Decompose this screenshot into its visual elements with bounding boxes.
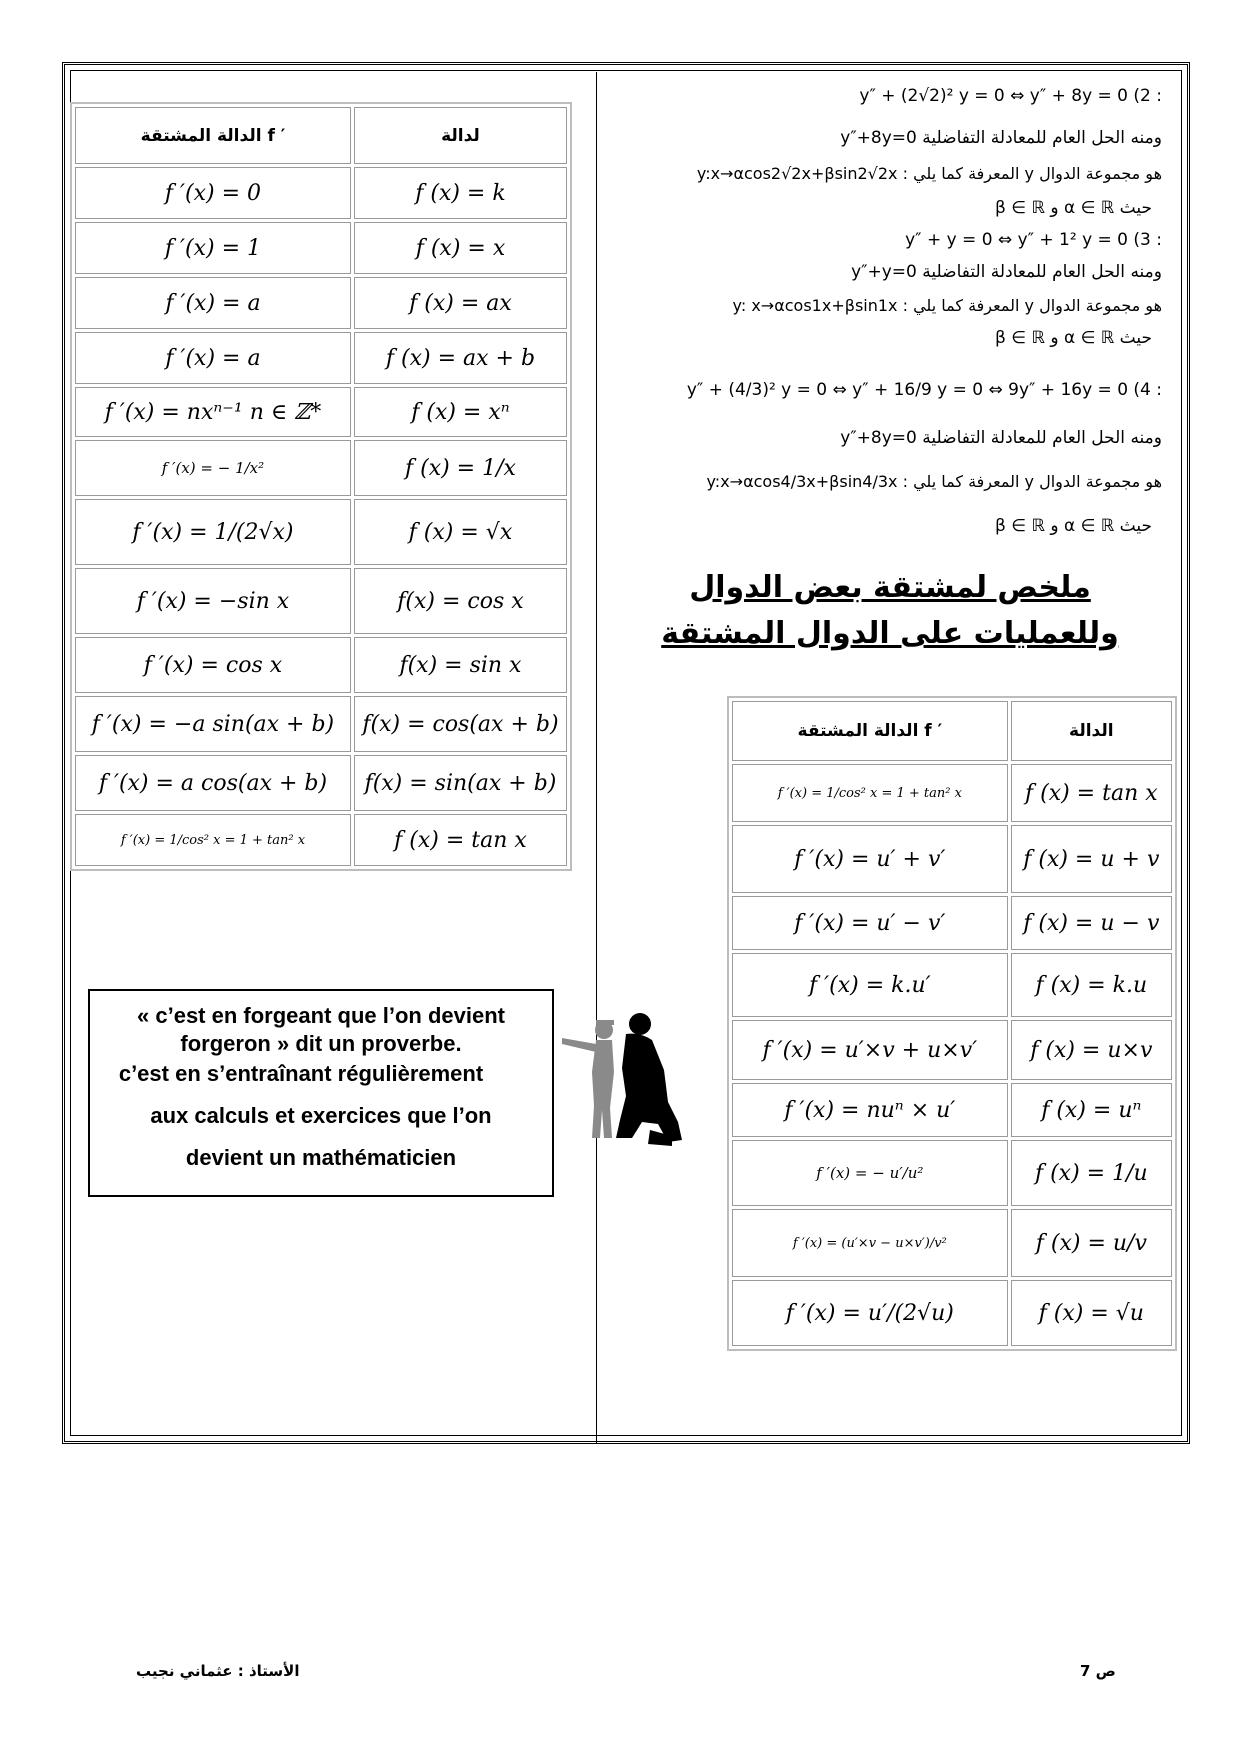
teacher-child-illustration bbox=[560, 1010, 690, 1150]
table-cell: f (x) = uⁿ bbox=[1011, 1083, 1172, 1137]
item2-equation: : y″ + (2√2)² y = 0 ⇔ y″ + 8y = 0 (2 bbox=[859, 86, 1162, 106]
item4-set: هو مجموعة الدوال y المعرفة كما يلي : y:x→αcos4/3x+βsin4/3x bbox=[706, 472, 1162, 491]
table-cell: f (x) = √x bbox=[354, 499, 567, 565]
table-cell: f (x) = u + v bbox=[1011, 825, 1172, 893]
item4-solution: ومنه الحل العام للمعادلة التفاضلية y″+8y=0 bbox=[840, 428, 1162, 448]
table-cell: f(x) = sin(ax + b) bbox=[354, 755, 567, 811]
table-cell: f ′(x) = u′/(2√u) bbox=[732, 1280, 1008, 1346]
item3-solution: ومنه الحل العام للمعادلة التفاضلية y″+y=0 bbox=[851, 262, 1162, 282]
right-header-function: الدالة bbox=[1011, 701, 1172, 761]
table-cell: f (x) = tan x bbox=[1011, 764, 1172, 822]
table-cell: f ′(x) = 1/(2√x) bbox=[75, 499, 351, 565]
table-cell: f (x) = ax + b bbox=[354, 332, 567, 384]
item3-where: حيث α ∈ ℝ و β ∈ ℝ bbox=[994, 328, 1152, 348]
table-cell: f ′(x) = − 1/x² bbox=[75, 440, 351, 496]
table-cell: f ′(x) = nxⁿ⁻¹ n ∈ ℤ* bbox=[75, 387, 351, 437]
summary-title-line2: وللعمليات على الدوال المشتقة bbox=[661, 616, 1119, 651]
table-cell: f (x) = ax bbox=[354, 277, 567, 329]
page-number: ص 7 bbox=[1080, 1662, 1116, 1680]
table-cell: f ′(x) = nuⁿ × u′ bbox=[732, 1083, 1008, 1137]
table-cell: f ′(x) = u′ − v′ bbox=[732, 896, 1008, 950]
table-cell: f ′(x) = cos x bbox=[75, 637, 351, 693]
item2-set: هو مجموعة الدوال y المعرفة كما يلي : y:x→αcos2√2x+βsin2√2x bbox=[696, 164, 1162, 183]
left-derivatives-table bbox=[70, 102, 572, 871]
table-cell: f ′(x) = a bbox=[75, 277, 351, 329]
table-cell: f (x) = √u bbox=[1011, 1280, 1172, 1346]
table-cell: f (x) = k.u bbox=[1011, 953, 1172, 1017]
proverb-line-1: « c’est en forgeant que l’on devient bbox=[137, 1003, 505, 1028]
table-cell: f (x) = tan x bbox=[354, 814, 567, 866]
table-cell: f (x) = u/v bbox=[1011, 1209, 1172, 1277]
table-cell: f(x) = cos x bbox=[354, 568, 567, 634]
left-header-derivative: الدالة المشتقة f ′ bbox=[75, 107, 351, 164]
table-cell: f ′(x) = a bbox=[75, 332, 351, 384]
proverb-box bbox=[88, 989, 554, 1197]
table-cell: f ′(x) = u′ + v′ bbox=[732, 825, 1008, 893]
table-cell: f ′(x) = u′×v + u×v′ bbox=[732, 1020, 1008, 1080]
item3-equation: : y″ + y = 0 ⇔ y″ + 1² y = 0 (3 bbox=[905, 230, 1162, 250]
table-cell: f (x) = 1/x bbox=[354, 440, 567, 496]
proverb-line-3: c’est en s’entraînant régulièrement bbox=[118, 1061, 484, 1086]
proverb-line-4: aux calculs et exercices que l’on bbox=[150, 1103, 492, 1128]
summary-title-line1: ملخص لمشتقة بعض الدوال bbox=[689, 570, 1091, 605]
left-header-function: لدالة bbox=[354, 107, 567, 164]
table-cell: f (x) = 1/u bbox=[1011, 1140, 1172, 1206]
proverb-line-5: devient un mathématicien bbox=[185, 1145, 457, 1170]
table-cell: f (x) = k bbox=[354, 167, 567, 219]
table-cell: f ′(x) = 0 bbox=[75, 167, 351, 219]
table-cell: f (x) = u − v bbox=[1011, 896, 1172, 950]
table-cell: f ′(x) = −a sin(ax + b) bbox=[75, 696, 351, 752]
teacher-name: الأستاذ : عثماني نجيب bbox=[136, 1662, 300, 1680]
right-derivatives-table bbox=[727, 696, 1177, 1351]
column-divider bbox=[596, 72, 597, 1444]
table-cell: f ′(x) = k.u′ bbox=[732, 953, 1008, 1017]
item4-where: حيث α ∈ ℝ و β ∈ ℝ bbox=[994, 516, 1152, 536]
table-cell: f(x) = cos(ax + b) bbox=[354, 696, 567, 752]
table-cell: f(x) = sin x bbox=[354, 637, 567, 693]
item3-set: هو مجموعة الدوال y المعرفة كما يلي : y: x→αcos1x+βsin1x bbox=[732, 296, 1162, 315]
table-cell: f ′(x) = −sin x bbox=[75, 568, 351, 634]
right-header-derivative: الدالة المشتقة f ′ bbox=[732, 701, 1008, 761]
table-cell: f (x) = xⁿ bbox=[354, 387, 567, 437]
table-cell: f ′(x) = 1/cos² x = 1 + tan² x bbox=[732, 764, 1008, 822]
table-cell: f (x) = u×v bbox=[1011, 1020, 1172, 1080]
table-cell: f ′(x) = a cos(ax + b) bbox=[75, 755, 351, 811]
table-cell: f ′(x) = (u′×v − u×v′)/v² bbox=[732, 1209, 1008, 1277]
table-cell: f ′(x) = 1/cos² x = 1 + tan² x bbox=[75, 814, 351, 866]
item4-equation: : y″ + (4/3)² y = 0 ⇔ y″ + 16/9 y = 0 ⇔ 9y″ + 16y = 0 (4 bbox=[686, 380, 1162, 400]
item2-where: حيث α ∈ ℝ و β ∈ ℝ bbox=[994, 198, 1152, 218]
table-cell: f ′(x) = − u′/u² bbox=[732, 1140, 1008, 1206]
proverb-line-2: forgeron » dit un proverbe. bbox=[180, 1031, 462, 1056]
item2-solution: ومنه الحل العام للمعادلة التفاضلية y″+8y=0 bbox=[840, 128, 1162, 148]
table-cell: f (x) = x bbox=[354, 222, 567, 274]
table-cell: f ′(x) = 1 bbox=[75, 222, 351, 274]
